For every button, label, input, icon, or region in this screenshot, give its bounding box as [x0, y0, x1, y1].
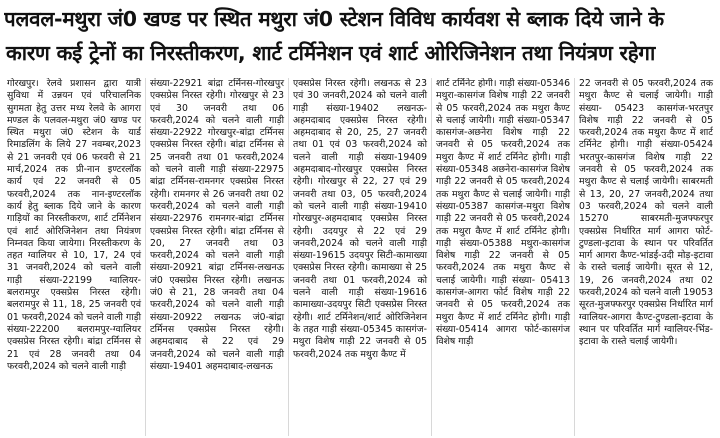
column-text: शार्ट टर्मिनेट होगी। गाड़ी संख्या-05346 मथुरा-कासगंज विशेष गाड़ी 22 जनवरी से 05 फरवरी,2024 तक मथुरा कैण्ट से चलाई जायेगी। गाड़ी संख्या-05347 कासगंज-अछनेरा विशेष गाड़ी 22 जनवरी से 05 फरवरी,2024 तक मथुरा कैण्ट में शार्ट टर्मिनेट होगी। गाड़ी संख्या-05348 अछनेरा-कासगंज विशेष गाड़ी 22 जनवरी से 05 फरवरी,2024 तक मथुरा कैण्ट से चलाई जायेगी। गाड़ी संख्या-05387 कासगंज-मथुरा विशेष गाड़ी 22 जनवरी से 05 फरवरी,2024 तक मथुरा कैण्ट में शार्ट टर्मिनेट होगी। गाड़ी संख्या-05388 मथुरा-कासगंज विशेष गाड़ी 22 जनवरी से 05 फरवरी,2024 तक मथुरा कैण्ट से चलाई जायेगी। गाड़ी संख्या- 05413 कासगंज-आगरा फोर्ट विशेष गाड़ी 22 जनवरी से 05 फरवरी,2024 तक मथुरा कैण्ट में शार्ट टर्मिनेट होगी। गाड़ी संख्या-05414 आगरा फोर्ट-कासगंज विशेष गाड़ी — [436, 78, 570, 348]
article-column-3 — [289, 78, 432, 436]
article-column-2 — [146, 78, 289, 436]
column-text: एक्सप्रेस निरस्त रहेगी। लखनऊ से 23 एवं 30 जनवरी,2024 को चलने वाली गाड़ी संख्या-19402 लखनऊ-अहमदाबाद एक्सप्रेस निरस्त रहेगी। अहमदाबाद से 20, 25, 27 जनवरी तथा 01 एवं 03 फरवरी,2024 को चलने वाली गाड़ी संख्या-19409 अहमदाबाद-गोरखपुर एक्सप्रेस निरस्त रहेगी। गोरखपुर से 22, 27 एवं 29 जनवरी तथा 03, 05 फरवरी,2024 को चलने वाली गाड़ी संख्या-19410 गोरखपुर-अहमदाबाद एक्सप्रेस निरस्त रहेगी। उदयपुर से 22 एवं 29 जनवरी,2024 को चलने वाली गाड़ी संख्या-19615 उदयपुर सिटी-कामाख्या एक्सप्रेस निरस्त रहेगी। कामाख्या से 25 जनवरी तथा 01 फरवरी,2024 को चलने वाली गाड़ी संख्या-19616 कामाख्या-उदयपुर सिटी एक्सप्रेस निरस्त रहेगी। शार्ट टर्मिनेशन/शार्ट ओरिजिनेशन के तहत गाड़ी संख्या-05345 कासगंज-मथुरा विशेष गाड़ी 22 जनवरी से 05 फरवरी,2024 तक मथुरा कैण्ट में — [293, 78, 427, 360]
headline-line-2: कारण कई ट्रेनों का निरस्तीकरण, शार्ट टर्मिनेशन एवं शार्ट ओरिजिनेशन तथा नियंत्रण रहेगा — [6, 41, 656, 65]
column-text: 22 जनवरी से 05 फरवरी,2024 तक मथुरा कैण्ट से चलाई जायेगी। गाड़ी संख्या- 05423 कासगंज-भरतपुर विशेष गाड़ी 22 जनवरी से 05 फरवरी,2024 तक मथुरा कैण्ट में शार्ट टर्मिनेट होगी। गाड़ी संख्या-05424 भरतपुर-कासगंज विशेष गाड़ी 22 जनवरी से 05 फरवरी,2024 तक मथुरा कैण्ट से चलाई जायेगी। साबरमती से 13, 20, 27 जनवरी,2024 तथा 03 फरवरी,2024 को चलने वाली 15270 साबरमती-मुजफ्फरपुर एक्सप्रेस निर्धारित मार्ग आगरा फोर्ट-टुण्डला-इटावा के स्थान पर परिवर्तित मार्ग आगरा कैण्ट-भांडई-उदी मोड़-इटावा के रास्ते चलाई जायेगी। सूरत से 12, 19, 26 जनवरी,2024 तथा 02 फरवरी,2024 को चलने वाली 19053 सूरत-मुजफ्फरपुर एक्सप्रेस निर्धारित मार्ग ग्वालियर-आगरा कैण्ट-टुण्डला-इटावा के स्थान पर परिवर्तित मार्ग ग्वालियर-भिंड-इटावा के रास्ते चलाई जायेगी। — [579, 78, 713, 348]
column-text: गोरखपुर। रेलवे प्रशासन द्वारा यात्री सुविधा में उन्नयन एवं परिचालनिक सुगमता हेतु उत्तर मध्य रेलवे के आगरा मण्डल के पलवल-मथुरा जं0 खण्ड पर स्थित मथुरा जं0 स्टेशन के यार्ड रिमाडलिंग के लिये 27 नवम्बर,2023 से 21 जनवरी एवं 06 फरवरी से 21 मार्च,2024 तक प्री-नान इण्टरलॉक कार्य एवं 22 जनवरी से 05 फरवरी,2024 तक नान-इण्टरलॉक कार्य हेतु ब्लाक दिये जाने के कारण गाड़ियों का निरस्तीकरण, शार्ट टर्मिनेशन एवं शार्ट ओरिजिनेशन तथा नियंत्रण निम्नवत किया जायेगा। निरस्तीकरण के तहत ग्वालियर से 10, 17, 24 एवं 31 जनवरी,2024 को चलने वाली गाड़ी संख्या-22199 ग्वालियर-बलरामपुर एक्सप्रेस निरस्त रहेगी। बलरामपुर से 11, 18, 25 जनवरी एवं 01 फरवरी,2024 को चलने वाली गाड़ी संख्या-22200 बलरामपुर-ग्वालियर एक्सप्रेस निरस्त रहेगी। बांद्रा टर्मिनस से 21 एवं 28 जनवरी तथा 04 फरवरी,2024 को चलने वाली गाड़ी — [7, 78, 141, 372]
headline — [4, 2, 716, 70]
article-column-5 — [575, 78, 717, 436]
headline-line-1: पलवल-मथुरा जं0 खण्ड पर स्थित मथुरा जं0 स्टेशन विविध कार्यवश से ब्लाक दिये जाने के — [4, 7, 664, 31]
article-body — [3, 78, 717, 436]
article-column-4 — [432, 78, 575, 436]
article-column-1 — [3, 78, 146, 436]
column-text: संख्या-22921 बांद्रा टर्मिनस-गोरखपुर एक्सप्रेस निरस्त रहेगी। गोरखपुर से 23 एवं 30 जनवरी तथा 06 फरवरी,2024 को चलने वाली गाड़ी संख्या-22922 गोरखपुर-बांद्रा टर्मिनस एक्सप्रेस निरस्त रहेगी। बांद्रा टर्मिनस से 25 जनवरी तथा 01 फरवरी,2024 को चलने वाली गाड़ी संख्या-22975 बांद्रा टर्मिनस-रामनगर एक्सप्रेस निरस्त रहेगी। रामनगर से 26 जनवरी तथा 02 फरवरी,2024 को चलने वाली गाड़ी संख्या-22976 रामनगर-बांद्रा टर्मिनस एक्सप्रेस निरस्त रहेगी। बांद्रा टर्मिनस से 20, 27 जनवरी तथा 03 फरवरी,2024 को चलने वाली गाड़ी संख्या-20921 बांद्रा टर्मिनस-लखनऊ जं0 एक्सप्रेस निरस्त रहेगी। लखनऊ जं0 से 21, 28 जनवरी तथा 04 फरवरी,2024 को चलने वाली गाड़ी संख्या-20922 लखनऊ जं0-बांद्रा टर्मिनस एक्सप्रेस निरस्त रहेगी। अहमदाबाद से 22 एवं 29 जनवरी,2024 को चलने वाली गाड़ी संख्या-19401 अहमदाबाद-लखनऊ — [150, 78, 284, 372]
